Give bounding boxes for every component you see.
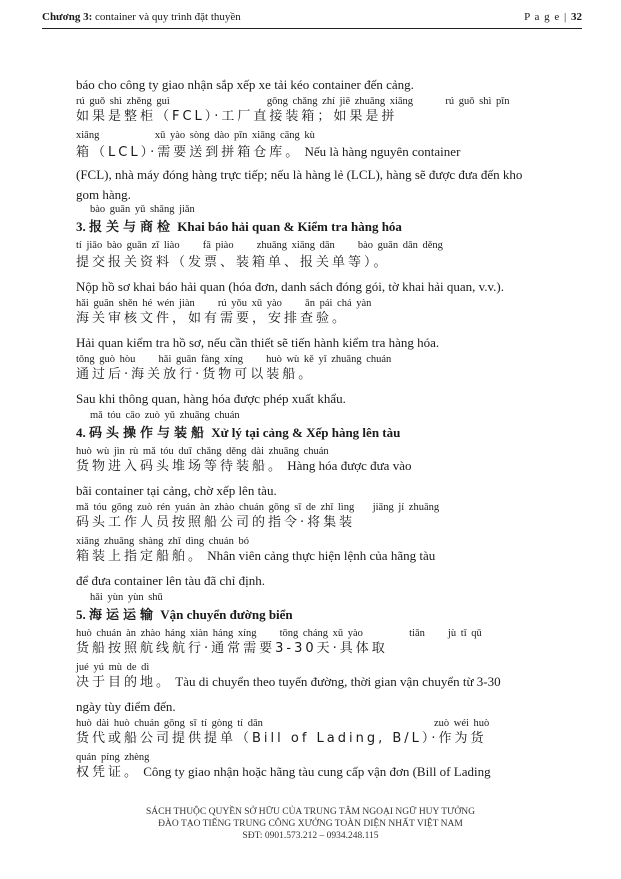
chinese-line [76,674,552,691]
chinese-text: 货物进入码头堆场等待装船。 [76,459,285,474]
page-number: 32 [571,11,582,23]
chinese-text: 决于目的地。 [76,675,173,690]
vietnamese-text: Nhân viên cảng thực hiện lệnh của hãng tàu [207,548,436,563]
vietnamese-text: Công ty giao nhận hoặc hãng tàu cung cấp vận đơn (Bill of Lading [143,764,491,779]
text-line: (FCL), nhà máy đóng hàng trực tiếp; nếu là hàng lẻ (LCL), hàng sẽ được đưa đến kho [76,167,523,182]
pinyin-line: huò chuán àn zhào háng xiàn háng xíng tōng cháng xū yào tiān jù tǐ qǔ [76,628,482,639]
pinyin-line: hǎi guān shěn hé wén jiàn rú yǒu xū yào ān pái chá yàn [76,298,372,309]
chinese-line [76,764,552,781]
page-footer [0,806,621,842]
text-line: bãi container tại cảng, chờ xếp lên tàu. [76,483,277,498]
chinese-text: 通过后·海关放行·货物可以装船。 [76,367,315,382]
section-title-vietnamese: Vận chuyển đường biển [160,607,293,622]
chinese-text: 货代或船公司提供提单（Bill of Lading, B/L）·作为货 [76,731,487,746]
chinese-text: 箱装上指定船舶。 [76,549,205,564]
page-header [42,8,582,29]
chinese-line [76,310,552,327]
pinyin-line: bào guān yǔ shāng jiǎn [90,204,195,215]
pinyin-line: quán píng zhèng [76,752,150,763]
chinese-line [76,640,552,657]
chinese-line [76,366,552,383]
chinese-text: 货船按照航线航行·通常需要3-30天·具体取 [76,641,388,656]
chinese-text: 海关审核文件，如有需要，安排查验。 [76,311,349,326]
text-line: Hải quan kiểm tra hồ sơ, nếu cần thiết sẽ tiến hành kiểm tra hàng hóa. [76,335,440,350]
chinese-text: 箱（LCL）·需要送到拼箱仓库。 [76,145,302,160]
chinese-text: 权凭证。 [76,765,141,780]
section-number: 5. [76,607,86,622]
section-title-vietnamese: Khai báo hải quan & Kiểm tra hàng hóa [177,219,402,234]
footer-phone: SĐT: 0901.573.212 – 0934.248.115 [242,831,379,841]
section-title-chinese: 海运运输 [89,608,158,623]
chinese-text: 如果是整柜（FCL）·工厂直接装箱；如果是拼 [76,109,398,124]
pinyin-line: hǎi yùn yùn shū [90,592,163,603]
pinyin-line: huò dài huò chuán gōng sī tí gòng tí dān zuò wéi huò [76,718,490,729]
chapter-heading [42,11,241,23]
chinese-line [76,144,552,161]
section-heading-3 [76,216,552,235]
chinese-line [76,458,552,475]
chinese-line [76,514,552,531]
pinyin-line: mǎ tóu gōng zuò rén yuán àn zhào chuán gōng sī de zhǐ lìng jiāng jí zhuāng [76,502,440,513]
text-line: Sau khi thông quan, hàng hóa được phép xuất khẩu. [76,391,346,406]
chinese-line [76,108,552,125]
text-line: báo cho công ty giao nhận sắp xếp xe tải kéo container đến cảng. [76,77,414,92]
pinyin-line: tōng guò hòu hǎi guān fàng xíng huò wù kě yǐ zhuāng chuán [76,354,392,365]
footer-line: ĐÀO TẠO TIẾNG TRUNG CÔNG XƯỞNG TOÀN DIỆN NHẤT VIỆT NAM [158,819,463,829]
section-heading-4 [76,422,552,441]
chinese-line [76,548,552,565]
pinyin-line: jué yú mù de dì [76,662,150,673]
chapter-label: Chương 3: [42,11,93,23]
text-line: ngày tùy điểm đến. [76,699,176,714]
pinyin-line: xiāng zhuāng shàng zhǐ dìng chuán bó [76,536,249,547]
section-title-chinese: 报关与商检 [89,220,175,235]
chinese-text: 提交报关资料（发票、装箱单、报关单等）。 [76,255,390,270]
chapter-title: container và quy trình đặt thuyền [95,11,241,23]
section-heading-5 [76,604,552,623]
footer-line: SÁCH THUỘC QUYỀN SỞ HỮU CỦA TRUNG TÂM NGOẠI NGỮ HUY TƯỞNG [145,807,476,817]
text-line: Nộp hồ sơ khai báo hải quan (hóa đơn, danh sách đóng gói, tờ khai hải quan, v.v.). [76,279,504,294]
section-number: 3. [76,219,86,234]
vietnamese-text: Nếu là hàng nguyên container [304,144,461,159]
page-indicator: P a g e | 32 [524,11,582,23]
pinyin-line: rú guǒ shì zhěng guì gōng chǎng zhí jiē zhuāng xiāng rú guǒ shì pīn [76,96,510,107]
pinyin-line: mǎ tóu cāo zuò yǔ zhuāng chuán [90,410,240,421]
vietnamese-text: Hàng hóa được đưa vào [287,458,412,473]
text-line: gom hàng. [76,187,131,202]
pinyin-line: huò wù jìn rù mǎ tóu duī chǎng děng dài zhuāng chuán [76,446,329,457]
chinese-line [76,730,552,747]
section-number: 4. [76,425,86,440]
section-title-vietnamese: Xử lý tại cảng & Xếp hàng lên tàu [211,425,401,440]
vietnamese-text: Tàu di chuyển theo tuyến đường, thời gian vận chuyển từ 3-30 [175,674,501,689]
chinese-text: 码头工作人员按照船公司的指令·将集装 [76,515,356,530]
pinyin-line: xiāng xū yào sòng dào pīn xiāng cāng kù [76,130,315,141]
text-line: để đưa container lên tàu đã chỉ định. [76,573,265,588]
section-title-chinese: 码头操作与装船 [89,426,209,441]
pinyin-line: tí jiāo bào guān zī liào fā piào zhuāng xiāng dān bào guān dān děng [76,240,443,251]
page-label: P a g e [524,11,561,23]
chinese-line [76,254,552,271]
